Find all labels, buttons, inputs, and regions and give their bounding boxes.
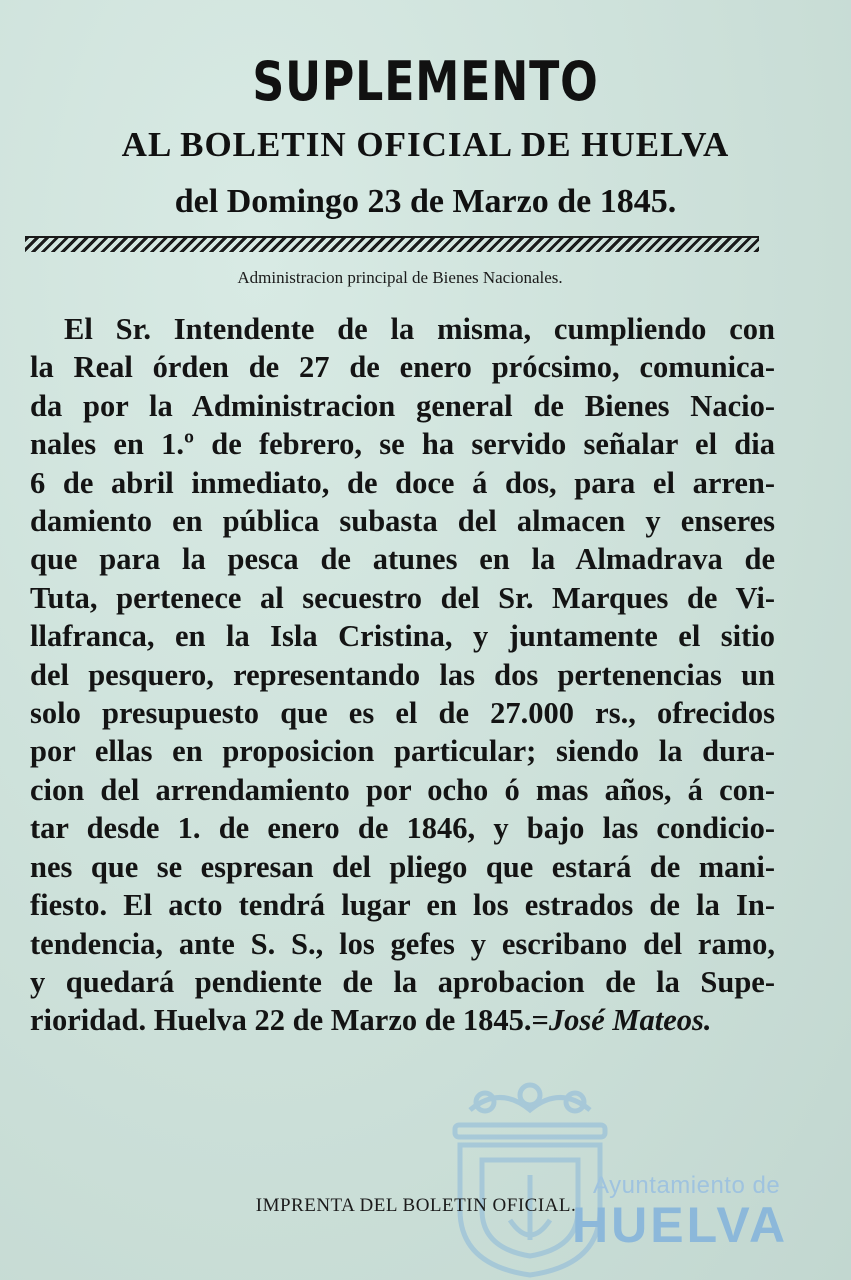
- document-title: SUPLEMENTO: [252, 50, 599, 113]
- body-line: nales en 1.º de febrero, se ha servido señalar el dia: [30, 427, 775, 462]
- body-line: Tuta, pertenece al secuestro del Sr. Marques de Vi-: [30, 580, 775, 615]
- body-line: llafranca, en la Isla Cristina, y juntamente el sitio: [30, 619, 775, 654]
- body-line: que para la pesca de atunes en la Almadrava de: [30, 542, 775, 577]
- body-line: damiento en pública subasta del almacen y enseres: [30, 504, 775, 539]
- decorative-rule: [25, 236, 759, 252]
- watermark-line-1: Ayuntamiento de: [593, 1172, 781, 1199]
- body-line: tar desde 1. de enero de 1846, y bajo las condicio-: [30, 811, 775, 846]
- document-subtitle: AL BOLETIN OFICIAL DE HUELVA: [121, 125, 730, 164]
- office-heading: Administracion principal de Bienes Nacionales.: [237, 268, 563, 287]
- body-line: por ellas en proposicion particular; siendo la dura-: [30, 734, 775, 769]
- imprint-footer: IMPRENTA DEL BOLETIN OFICIAL.: [255, 1195, 577, 1216]
- body-line: del pesquero, representando las dos pertenencias un: [30, 657, 775, 692]
- body-line: tendencia, ante S. S., los gefes y escribano del ramo,: [30, 926, 775, 961]
- body-line-final: [30, 1001, 775, 1039]
- body-line: da por la Administracion general de Bienes Nacio-: [30, 388, 775, 423]
- watermark-line-2: HUELVA: [572, 1197, 789, 1253]
- body-line: El Sr. Intendente de la misma, cumpliendo con: [64, 312, 775, 346]
- notice-body: [30, 310, 775, 1040]
- body-line: la Real órden de 27 de enero prócsimo, comunica-: [30, 350, 775, 385]
- body-line: nes que se espresan del pliego que estará de mani-: [30, 849, 775, 884]
- signature: José Mateos.: [548, 1003, 712, 1038]
- body-line: cion del arrendamiento por ocho ó mas años, á con-: [30, 772, 775, 807]
- body-line: y quedará pendiente de la aprobacion de la Supe-: [30, 964, 775, 999]
- body-line: solo presupuesto que es el de 27.000 rs., ofrecidos: [30, 696, 775, 731]
- body-line: fiesto. El acto tendrá lugar en los estrados de la In-: [30, 888, 775, 923]
- document-dateline: del Domingo 23 de Marzo de 1845.: [174, 183, 677, 220]
- closing-text: rioridad. Huelva 22 de Marzo de 1845.=: [30, 1003, 549, 1038]
- body-line: 6 de abril inmediato, de doce á dos, para el arren-: [30, 465, 775, 500]
